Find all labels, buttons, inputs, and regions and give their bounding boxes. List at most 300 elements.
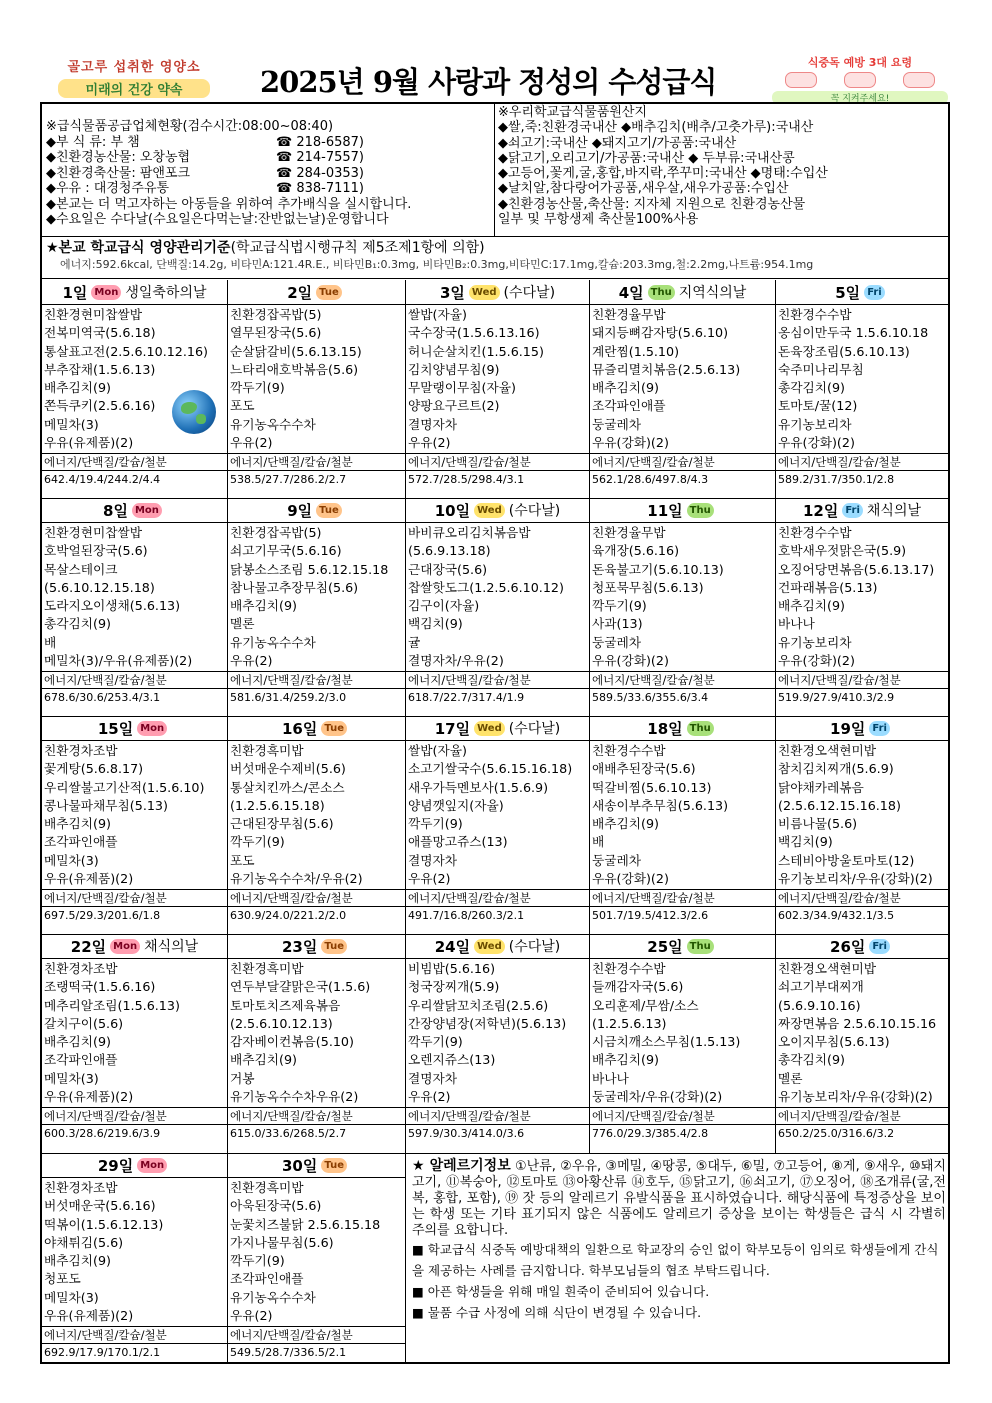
day-date: 11일 [647,501,683,520]
menu-item: 참치김치찌개(5.6.9) [778,761,894,777]
nutrition-label: 에너지/단백질/칼슘/철분 [406,1107,589,1125]
day-header [590,716,775,741]
menu-list [228,523,405,670]
menu-item: 가지나물무침(5.6) [230,1234,334,1250]
menu-item: 간장양념장(저학년)(5.6.13) [408,1015,567,1031]
day-cell [228,280,406,498]
menu-item: 뮤즐리멸치볶음(2.5.6.13) [592,361,741,377]
menu-item: 배 [44,634,57,650]
menu-item: 토마토/꿀(12) [778,398,858,414]
day-cell [42,716,228,934]
supplier-name: ◆부 식 류: 부 챔 [46,134,140,150]
nutrition-label: 에너지/단백질/칼슘/철분 [590,889,775,907]
nutrition-logo [58,56,210,100]
menu-list [776,523,948,670]
weekday-badge: Thu [687,503,714,518]
menu-item: 포도 [230,398,255,414]
menu-item: 아욱된장국(5.6) [230,1198,322,1214]
day-header [228,498,405,523]
day-header [228,934,405,959]
nutrition-value: 491.7/16.8/260.3/2.1 [408,909,525,923]
weekday-badge: Mon [137,721,167,736]
menu-item: 호박새우젓맑은국(5.9) [778,543,907,559]
menu-item: 메밀차(3) [44,1070,99,1086]
nutrition-label: 에너지/단백질/칼슘/철분 [406,889,589,907]
day-cell [590,716,776,934]
nutrition-value: 581.6/31.4/259.2/3.0 [230,691,347,705]
menu-item: 야채튀김(5.6) [44,1234,124,1250]
menu-item: 우유(2) [230,1308,273,1324]
menu-list [776,741,948,888]
day-date: 26일 [830,937,866,956]
weekday-badge: Mon [91,285,121,300]
menu-item: 유기농보리차/우유(강화)(2) [778,1089,933,1105]
menu-item: 둥굴레차 [592,634,642,650]
menu-item: 숙주미나리무침 [778,361,864,377]
menu-list [42,959,227,1106]
menu-item: 조각파인애플 [44,834,118,850]
day-cell [590,934,776,1153]
nutrition-standard [42,237,948,279]
menu-item: 친환경잡곡밥(5) [230,307,322,322]
day-cell [42,1153,228,1364]
menu-item: 쫀득쿠키(2.5.6.16) [44,398,156,414]
day-date: 23일 [282,937,318,956]
menu-item: 친환경율무밥 [592,307,666,322]
menu-item: 둥굴레차/우유(강화)(2) [592,1089,723,1105]
menu-item: 바나나 [778,616,815,632]
menu-item: 메밀차(3) [44,416,99,432]
earth-icon [172,390,216,434]
day-cell [42,934,228,1153]
day-header [776,280,948,305]
menu-item: 우유(2) [230,435,273,451]
origin-line: ◆쇠고기:국내산 ◆돼지고기/가공품:국내산 [498,135,737,151]
day-cell [228,716,406,934]
menu-item: 바나나 [592,1070,629,1086]
standard-basis: (학교급식법시행규칙 제5조제1항에 의함) [230,240,485,256]
menu-item: 우유(강화)(2) [592,435,669,451]
menu-week [42,716,948,935]
menu-item: 근대된장무침(5.6) [230,816,334,832]
menu-item: 국수장국(1.5.6.13.16) [408,325,540,341]
menu-item: 메밀차(3)/우유(유제품)(2) [44,653,193,669]
menu-item: 비름나물(5.6) [778,816,858,832]
supplier-name: ◆우유 : 대경청주유통 [46,181,170,196]
day-date: 9일 [287,501,313,520]
menu-item: 친환경오색현미밥 [778,961,877,976]
menu-item: 친환경율무밥 [592,525,666,540]
menu-item: 찹쌀핫도그(1.2.5.6.10.12) [408,579,564,595]
menu-item: 백김치(9) [778,834,833,850]
menu-item: 결명자차 [408,416,458,432]
weekday-badge: Mon [110,939,140,954]
menu-item: 쇠고기부대찌개 [778,979,864,995]
menu-item: 떡갈비찜(5.6.10.13) [592,779,712,795]
menu-list [228,1178,405,1325]
info-section [42,104,948,237]
menu-item: 호박얼된장국(5.6) [44,543,148,559]
menu-item: 열무된장국(5.6) [230,325,322,341]
menu-item: 둥굴레차 [592,852,642,868]
store-icon [903,72,935,88]
day-header [406,498,589,523]
supplier-info [42,104,495,236]
menu-item: 김구이(자율) [408,598,480,614]
menu-item: 유기농옥수수차우유(2) [230,1089,359,1105]
nutrition-value: 630.9/24.0/221.2/2.0 [230,909,347,923]
day-cell [590,498,776,716]
menu-item: 들깨감자국(5.6) [592,979,684,995]
page-header [40,52,952,102]
menu-item: 조랭떡국(1.5.6.16) [44,979,156,995]
day-header [406,716,589,741]
menu-item: 오이지무침(5.6.13) [778,1034,890,1050]
extra-serving-note: ◆본교는 더 먹고자하는 아동들을 위하여 추가배식을 실시합니다. [46,196,412,212]
day-date: 22일 [70,937,107,956]
menu-item: 짜장면볶음 2.5.6.10.15.16 [778,1015,937,1031]
origin-line: ◆쌀,죽:친환경국내산 ◆배추김치(배추/고춧가루):국내산 [498,120,814,136]
wash-icon [785,72,817,88]
menu-item: 바비큐오리김치볶음밥 [408,525,531,540]
menu-item: 친환경현미찹쌀밥 [44,307,143,322]
day-date: 5일 [835,283,861,302]
nutrition-value: 549.5/28.7/336.5/2.1 [230,1346,347,1360]
nutrition-label: 에너지/단백질/칼슘/철분 [42,1107,227,1125]
day-date: 24일 [434,937,471,956]
menu-item: 닭야채카레볶음 [778,779,864,795]
menu-item: 배추김치(9) [44,1034,111,1050]
day-header [228,280,405,305]
day-header [406,280,589,305]
menu-item: 메밀차(3) [44,852,99,868]
day-date: 18일 [647,719,683,738]
weekday-badge: Tue [321,721,347,736]
menu-item: 친환경현미찹쌀밥 [44,525,143,540]
day-date: 16일 [282,719,318,738]
nutrition-value: 776.0/29.3/385.4/2.8 [592,1127,709,1141]
menu-item: 깍두기(9) [408,1034,463,1050]
menu-item: 쌀밥(자율) [408,307,467,322]
supplier-heading: ※급식물품공급업체현황(검수시간:08:00~08:40) [46,119,334,134]
menu-item: 배추김치(9) [44,816,111,832]
nutrition-label: 에너지/단백질/칼슘/철분 [776,671,948,689]
menu-item: 버섯매운수제비(5.6) [230,761,346,777]
menu-item: 느타리애호박볶음(5.6) [230,361,359,377]
menu-item: 스테비아방울토마토(12) [778,852,915,868]
day-header [42,280,227,305]
menu-item: 결명자차/우유(2) [408,653,504,669]
menu-item: 오렌지쥬스(13) [408,1052,496,1068]
day-date: 29일 [97,1156,134,1175]
nutrition-value: 697.5/29.3/201.6/1.8 [44,909,161,923]
weekday-badge: Fri [869,939,890,954]
menu-item: 우리쌀불고기산적(1.5.6.10) [44,779,205,795]
page-title: 2025년 9월 사랑과 정성의 수성급식 [260,65,717,99]
nutrition-value: 642.4/19.4/244.2/4.4 [44,473,161,487]
menu-item: 우유(2) [408,1089,451,1105]
day-event: 지역식의날 [678,285,747,301]
menu-week [42,280,948,499]
weekday-badge: Tue [316,285,342,300]
nutrition-value: 615.0/33.6/268.5/2.7 [230,1127,347,1141]
menu-item: 깍두기(9) [230,834,285,850]
menu-item: 배추김치(9) [230,1052,297,1068]
day-cell [42,498,228,716]
menu-item: 총각김치(9) [778,380,845,396]
menu-item: 청포도 [44,1271,81,1287]
menu-item: 깍두기(9) [592,598,647,614]
menu-item: 메밀차(3) [44,1289,99,1305]
menu-item: 애배추된장국(5.6) [592,761,696,777]
safety-icons [772,72,948,88]
nutrition-label: 에너지/단백질/칼슘/철분 [228,671,405,689]
menu-list [42,1178,227,1325]
menu-list [228,305,405,452]
allergy-title: ★ 알레르기정보 [412,1158,511,1174]
menu-item: 새우가득멘보사(1.5.6.9) [408,779,549,795]
nutrition-value: 519.9/27.9/410.3/2.9 [778,691,895,705]
supplier-name: ◆친환경축산물: 팜앤포크 [46,165,191,181]
allergy-text: ①난류, ②우유, ③메밀, ④땅콩, ⑤대두, ⑥밀, ⑦고등어, ⑧게, ⑨새우, ⑩돼지고기, ⑪복숭아, ⑫토마토 ⑬아황산류 ⑭호두, ⑮닭고기, ⑯쇠고기, ⑰오징어, ⑱조개류(굴,전복, 홍합, 포함), ⑲ 잣 등의 알레르기 유발식품을 표시하였습니다. 해당식품에 특정증상을 보이는 학생 또는 기타 표기되지 않은 식품에도 알레르기 증상을 보이는 학생들은 급식 시 각별히 주의를 요합니다. [412,1159,946,1238]
menu-item: 친환경흑미밥 [230,961,304,976]
day-date: 2일 [287,283,313,302]
menu-item: 조각파인애플 [592,398,666,414]
menu-item: 콩나물파채무침(5.13) [44,797,168,813]
origin-heading: ※우리학교급식물품원산지 [498,105,648,120]
origin-line: 일부 및 무항생제 축산물100%사용 [498,212,699,228]
day-date: 17일 [434,719,471,738]
menu-item: 도라지오이생채(5.6.13) [44,598,181,614]
nutrition-value: 600.3/28.6/219.6/3.9 [44,1127,161,1141]
day-cell [776,498,948,716]
menu-item: 건파래볶음(5.13) [778,579,878,595]
menu-item: 백김치(9) [408,616,463,632]
menu-item: 애플망고쥬스(13) [408,834,508,850]
menu-item: 양념깻잎지(자율) [408,797,504,813]
menu-item: 옹심이만두국 1.5.6.10.18 [778,325,929,341]
menu-item: 갈치구이(5.6) [44,1015,124,1031]
supplier-name: ◆친환경농산물: 오창농협 [46,150,191,165]
menu-item: 포도 [230,852,255,868]
nutrition-label: 에너지/단백질/칼슘/철분 [228,889,405,907]
day-header [228,1153,405,1178]
menu-item: (5.6.9.10.16) [778,997,861,1013]
notes-panel [406,1153,948,1364]
menu-list [590,959,775,1106]
weekday-badge: Wed [474,939,505,954]
day-header [228,716,405,741]
menu-item: 계란찜(1.5.10) [592,343,680,359]
nutrition-label: 에너지/단백질/칼슘/철분 [42,671,227,689]
menu-week [42,498,948,717]
menu-item: 꽃게탕(5.6.8.17) [44,761,144,777]
menu-item: 친환경수수밥 [778,525,852,540]
menu-item: 연두부달걀맑은국(1.5.6) [230,979,371,995]
nutrition-value: 589.2/31.7/350.1/2.8 [778,473,895,487]
menu-item: 돈육장조림(5.6.10.13) [778,343,910,359]
menu-item: 유기농보리차 [778,634,852,650]
menu-item: 육개장(5.6.16) [592,543,680,559]
menu-item: 친환경수수밥 [778,307,852,322]
day-event: (수다날) [508,939,561,955]
day-cell [406,280,590,498]
weekday-badge: Tue [321,1158,347,1173]
menu-week [42,1153,948,1364]
menu-item: (2.5.6.12.15.16.18) [778,797,901,813]
day-date: 19일 [830,719,866,738]
nutrition-value: 538.5/27.7/286.2/2.7 [230,473,347,487]
weekday-badge: Thu [648,285,675,300]
day-event: 생일축하의날 [125,285,207,301]
day-header [42,1153,227,1178]
nutrition-value: 618.7/22.7/317.4/1.9 [408,691,525,705]
menu-item: 유기농옥수수차 [230,1289,316,1305]
menu-list [776,959,948,1106]
menu-item: (1.2.5.6.15.18) [230,797,325,813]
menu-item: 깍두기(9) [230,380,285,396]
origin-line: ◆날치알,참다랑어가공품,새우살,새우가공품:수입산 [498,181,789,197]
nutrition-value: 602.3/34.9/432.1/3.5 [778,909,895,923]
day-date: 1일 [62,283,88,302]
menu-list [406,523,589,670]
menu-item: 돼지등뼈감자탕(5.6.10) [592,325,729,341]
nutrition-label: 에너지/단백질/칼슘/철분 [42,889,227,907]
menu-item: 목살스테이크 [44,561,118,577]
menu-item: 버섯매운국(5.6.16) [44,1198,156,1214]
day-event: 채식의날 [144,939,199,955]
day-cell [590,280,776,498]
day-header [42,934,227,959]
day-event: (수다날) [508,503,561,519]
nutrition-label: 에너지/단백질/칼슘/철분 [776,1107,948,1125]
menu-item: (1.2.5.6.13) [592,1015,667,1031]
menu-item: 사과(13) [592,616,643,632]
weekday-badge: Fri [842,503,863,518]
menu-frame [40,102,950,1364]
menu-item: 친환경차조밥 [44,743,118,758]
day-cell [776,280,948,498]
menu-item: 비빔밥(5.6.16) [408,961,496,976]
weekday-badge: Fri [869,721,890,736]
weekday-badge: Fri [864,285,885,300]
menu-item: 멜론 [778,1070,803,1086]
menu-item: 우유(유제품)(2) [44,1308,134,1324]
menu-item: 친환경차조밥 [44,1180,118,1195]
menu-item: 돈육불고기(5.6.10.13) [592,561,724,577]
nutrition-label: 에너지/단백질/칼슘/철분 [42,453,227,471]
menu-list [590,523,775,670]
wednesday-note: ◆수요일은 수다날(수요일은다먹는날:잔반없는날)운영합니다 [46,212,389,227]
menu-item: 친환경차조밥 [44,961,118,976]
menu-item: 배추김치(9) [592,1052,659,1068]
standard-values: 에너지:592.6kcal, 단백질:14.2g, 비타민A:121.4R.E., 비타민B₁:0.3mg, 비타민B₂:0.3mg,비타민C:17.1mg,칼슘:203.3mg,철:2.2mg,나트륨:954.1mg [60,258,814,271]
menu-item: 우유(강화)(2) [778,435,855,451]
day-event: 채식의날 [866,503,922,519]
menu-item: 닭봉소스조림 5.6.12.15.18 [230,561,389,577]
supplier-phone: ☎ 284-0353) [276,165,364,181]
menu-item: 배추김치(9) [778,598,845,614]
menu-item: 깍두기(9) [230,1253,285,1269]
menu-week [42,934,948,1154]
menu-list [776,305,948,452]
menu-list [42,523,227,670]
menu-item: 유기농보리차 [778,416,852,432]
nutrition-label: 에너지/단백질/칼슘/철분 [776,889,948,907]
nutrition-value: 589.5/33.6/355.6/3.4 [592,691,709,705]
menu-item: 떡볶이(1.5.6.12.13) [44,1216,164,1232]
menu-item: 유기농보리차/우유(강화)(2) [778,871,933,887]
menu-item: 우유(유제품)(2) [44,871,134,887]
menu-list [42,741,227,888]
day-date: 15일 [97,719,134,738]
menu-item: (2.5.6.10.12.13) [230,1015,333,1031]
weekday-badge: Tue [321,939,347,954]
menu-item: 통살표고전(2.5.6.10.12.16) [44,343,208,359]
menu-item: 결명자차 [408,1070,458,1086]
logo-left-line2: 미래의 건강 약속 [58,79,210,98]
menu-item: 배추김치(9) [592,816,659,832]
origin-line: ◆고등어,꽃게,굴,홍합,바지락,쭈꾸미:국내산 ◆명태:수입산 [498,166,828,182]
day-date: 12일 [802,501,839,520]
menu-item: 멜론 [230,616,255,632]
logo-right-line1: 식중독 예방 3대 요령 [807,56,913,69]
menu-item: 눈꽃치즈불닭 2.5.6.15.18 [230,1216,381,1232]
menu-list [228,741,405,888]
menu-item: 친환경흑미밥 [230,743,304,758]
menu-item: 배추김치(9) [44,380,111,396]
day-header [590,934,775,959]
menu-item: 메추리알조림(1.5.6.13) [44,997,180,1013]
menu-list [406,305,589,452]
day-event: (수다날) [503,285,556,301]
supplier-phone: ☎ 214-7557) [276,150,364,165]
menu-item: 청포묵무침(5.6.13) [592,579,704,595]
day-header [776,498,948,523]
menu-item: 쇠고기무국(5.6.16) [230,543,342,559]
notice-item: ■ 학교급식 식중독 예방대책의 일환으로 학교장의 승인 없이 학부모등이 임의로 학생들에게 간식을 제공하는 사례를 금지합니다. 학부모님들의 협조 부탁드립니다. [412,1242,939,1278]
supplier-row [46,135,494,151]
weekday-badge: Wed [469,285,500,300]
menu-item: 근대장국(5.6) [408,561,488,577]
day-cell [228,934,406,1153]
menu-item: 거봉 [230,1070,255,1086]
menu-item: 결명자차 [408,852,458,868]
menu-item: 쌀밥(자율) [408,743,467,758]
menu-item: 김치양념무침(9) [408,361,500,377]
menu-item: 우유(강화)(2) [592,871,669,887]
day-header [776,716,948,741]
menu-item: 시금치깨소스무침(1.5.13) [592,1034,741,1050]
day-date: 30일 [282,1156,318,1175]
cook-icon [844,72,876,88]
day-cell [228,1153,406,1364]
day-date: 8일 [103,501,128,520]
menu-item: 부추잡채(1.5.6.13) [44,361,156,377]
menu-list [406,959,589,1106]
weekday-badge: Thu [687,939,714,954]
menu-item: 귤 [408,634,421,650]
menu-item: 소고기쌀국수(5.6.15.16.18) [408,761,573,777]
origin-line: ◆닭고기,오리고기/가공품:국내산 ◆ 두부류:국내산콩 [498,150,795,166]
nutrition-label: 에너지/단백질/칼슘/철분 [42,1326,227,1344]
day-cell [228,498,406,716]
menu-item: 순살닭갈비(5.6.13.15) [230,343,362,359]
menu-item: 우유(2) [408,435,451,451]
nutrition-value: 678.6/30.6/253.4/3.1 [44,691,161,705]
menu-item: 조각파인애플 [230,1271,304,1287]
menu-item: 유기농옥수수차/우유(2) [230,871,363,887]
